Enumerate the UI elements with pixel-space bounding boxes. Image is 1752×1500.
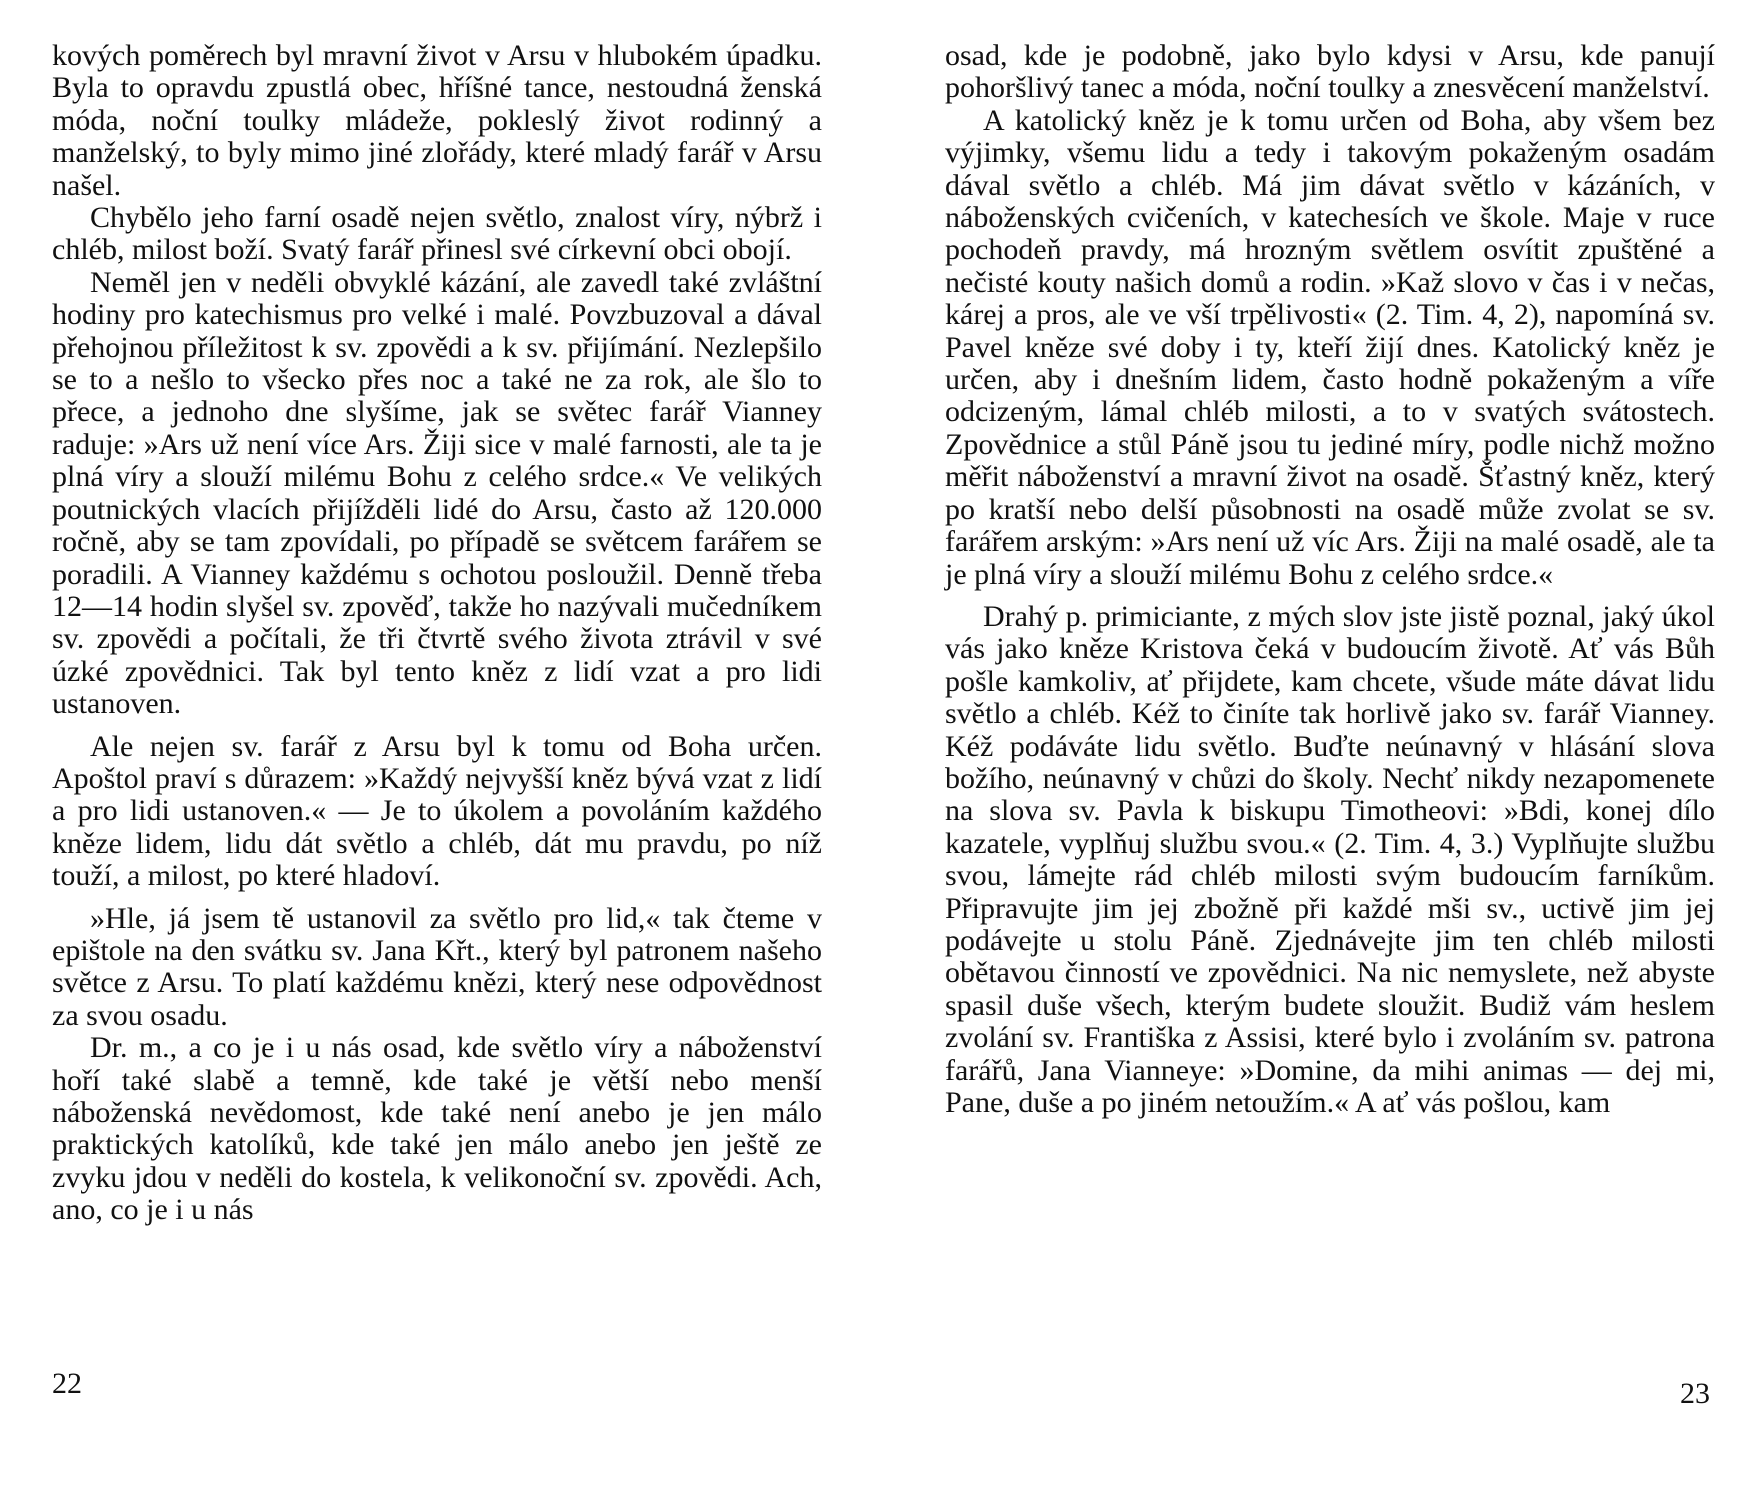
- left-page-text: [52, 40, 822, 1227]
- paragraph: kových poměrech byl mravní život v Arsu v hlubokém úpadku. Byla to opravdu zpustlá obec, hříšné tance, nestoudná ženská móda, noční toulky mládeže, pokleslý život rodinný a manželský, to byly mimo jiné zlořády, které mladý farář v Arsu našel.: [52, 39, 822, 202]
- paragraph: »Hle, já jsem tě ustanovil za světlo pro lid,« tak čteme v epištole na den svátku sv. Jana Křt., který byl patronem našeho světce z Arsu. To platí každému knězi, který nese odpovědnost za svou osadu.: [52, 901, 822, 1032]
- paragraph: Neměl jen v neděli obvyklé kázání, ale zavedl také zvláštní hodiny pro katechismus pro velké i malé. Povzbuzoval a dával přehojnou příležitost k sv. zpovědi a k sv. přijímání. Nezlepšilo se to a nešlo to všecko přes noc a také ne za rok, ale šlo to přece, a jednoho dne slyšíme, jak se světec farář Vianney raduje: »Ars už není více Ars. Žiji sice v malé farnosti, ale ta je plná víry a slouží milému Bohu z celého srdce.« Ve velikých poutnických vlacích přijížděli lidé do Arsu, často až 120.000 ročně, aby se tam zpovídali, po případě se světcem farářem se poradili. A Vianney každému s ochotou posloužil. Denně třeba 12—14 hodin slyšel sv. zpověď, takže ho nazývali mučedníkem sv. zpovědi a počítali, že tři čtvrtě svého života ztrávil v své úzké zpovědnici. Tak byl tento kněz z lidí vzat a pro lidi ustanoven.: [52, 265, 822, 721]
- page-number-right: 23: [1680, 1377, 1710, 1410]
- paragraph: Drahý p. primiciante, z mých slov jste jistě poznal, jaký úkol vás jako kněze Kristova čeká v budoucím životě. Ať vás Bůh pošle kamkoliv, ať přijdete, kam chcete, všude máte dávat lidu světlo a chléb. Kéž to činíte tak horlivě jako sv. farář Vianney. Kéž podáváte lidu světlo. Buďte neúnavný v hlásání slova božího, neúnavný v chůzi do školy. Nechť nikdy nezapomenete na slova sv. Pavla k biskupu Timotheovi: »Bdi, konej dílo kazatele, vyplňuj službu svou.« (2. Tim. 4, 3.) Vyplňujte službu svou, lámejte rád chléb milosti svým budoucím farníkům. Připravujte jim jej zbožně při každé mši sv., uctivě jim jej podávejte u stolu Páně. Zjednávejte jim ten chléb milosti obětavou činností ve zpovědnici. Na nic nemyslete, než abyste spasil duše všech, kterým budete sloužit. Budiž vám heslem zvolání sv. Františka z Assisi, které bylo i zvoláním sv. patrona farářů, Jana Vianneye: »Domine, da mihi animas — dej mi, Pane, duše a po jiném netoužím.« A ať vás pošlou, kam: [945, 599, 1715, 1119]
- paragraph: A katolický kněz je k tomu určen od Boha, aby všem bez výjimky, všemu lidu a tedy i takovým pokaženým osadám dával světlo a chléb. Má jim dávat světlo v kázáních, v náboženských cvičeních, v katechesích ve škole. Maje v ruce pochodeň pravdy, má hrozným světlem osvítit zpuštěné a nečisté kouty našich domů a rodin. »Kaž slovo v čas i v nečas, kárej a pros, ale ve vší trpělivosti« (2. Tim. 4, 2), napomíná sv. Pavel kněze své doby i ty, kteří žijí dnes. Katolický kněz je určen, aby i dnešním lidem, často hodně pokaženým a víře odcizeným, lámal chléb milosti, a to v svatých svátostech. Zpovědnice a stůl Páně jsou tu jediné míry, podle nichž možno měřit náboženství a mravní život na osadě. Šťastný kněz, který po kratší nebo delší působnosti na osadě může zvolat se sv. farářem arským: »Ars není už víc Ars. Žiji na malé osadě, ale ta je plná víry a slouží milému Bohu z celého srdce.«: [945, 103, 1715, 591]
- page-number-left: 22: [52, 1367, 82, 1400]
- paragraph: Dr. m., a co je i u nás osad, kde světlo víry a náboženství hoří také slabě a temně, kde také je větší nebo menší náboženská nevědomost, kde také není anebo je jen málo praktických katolíků, kde také jen málo anebo jen ještě ze zvyku jdou v neděli do kostela, k velikonoční sv. zpovědi. Ach, ano, co je i u nás: [52, 1031, 822, 1227]
- paragraph: osad, kde je podobně, jako bylo kdysi v Arsu, kde panují pohoršlivý tanec a móda, noční toulky a znesvěcení manželství.: [945, 39, 1715, 105]
- right-page-text: [945, 40, 1715, 1119]
- paragraph: Ale nejen sv. farář z Arsu byl k tomu od Boha určen. Apoštol praví s důrazem: »Každý nejvyšší kněz bývá vzat z lidí a pro lidi ustanoven.« — Je to úkolem a povoláním každého kněze lidem, lidu dát světlo a chléb, dát mu pravdu, po níž touží, a milost, po které hladoví.: [52, 729, 822, 893]
- paragraph: Chybělo jeho farní osadě nejen světlo, znalost víry, nýbrž i chléb, milost boží. Svatý farář přinesl své církevní obci obojí.: [52, 201, 822, 267]
